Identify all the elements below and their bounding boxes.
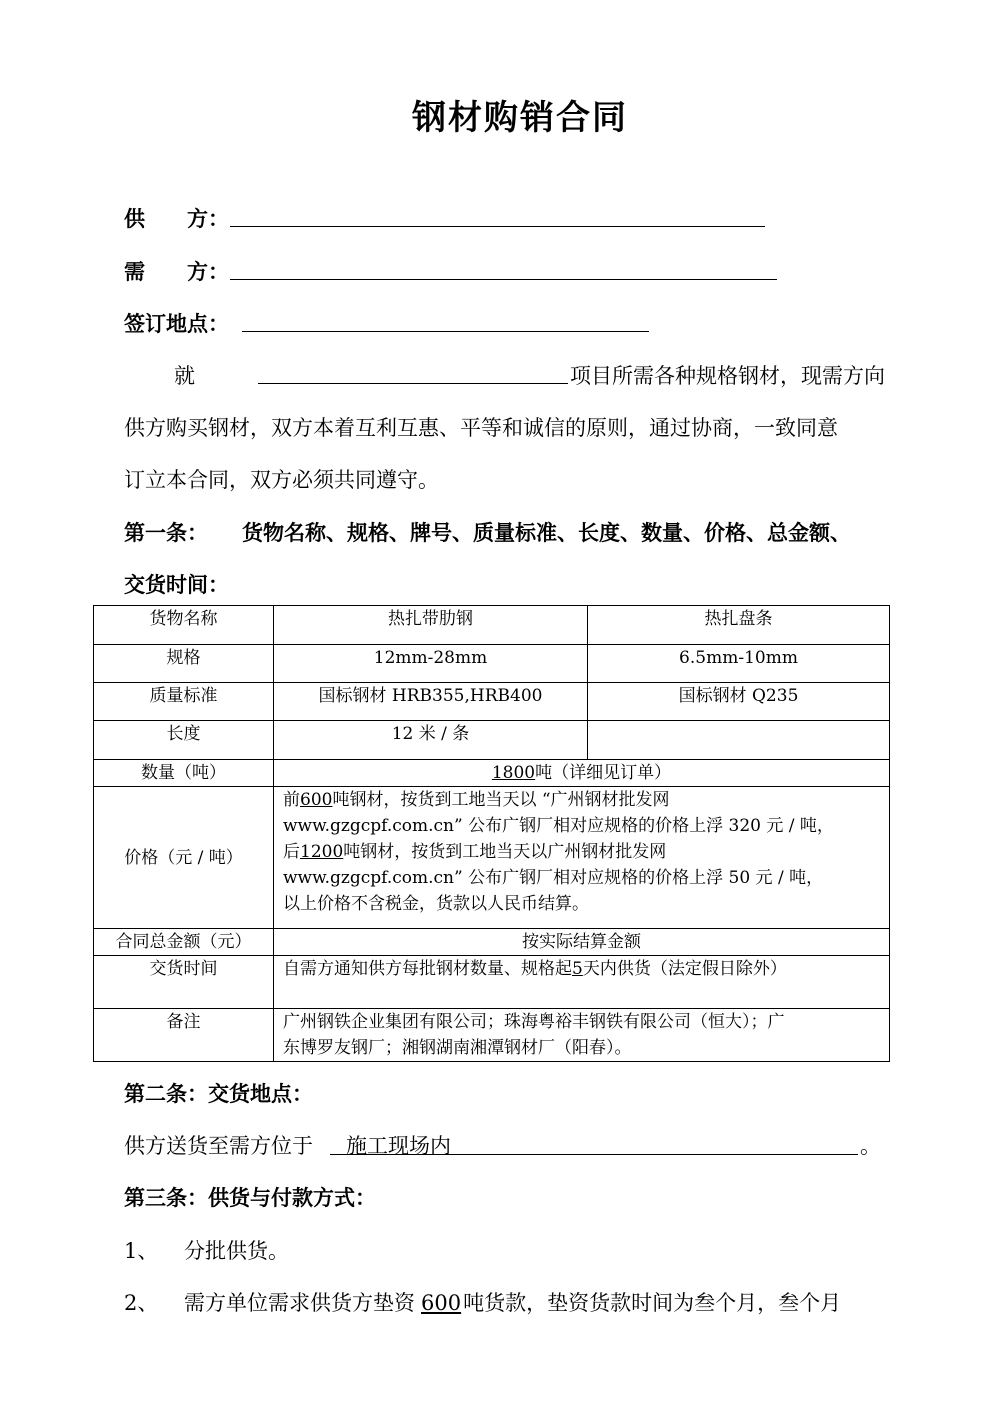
article1-heading: 货物名称、规格、牌号、质量标准、长度、数量、价格、总金额、 <box>242 520 851 545</box>
signing-place-field[interactable] <box>242 305 649 332</box>
article1-heading-cont: 交货时间： <box>124 572 229 597</box>
table-row <box>94 1009 890 1062</box>
supplier-label: 供 方： <box>124 206 229 231</box>
supplier-field[interactable] <box>230 200 765 227</box>
table-row <box>94 787 890 929</box>
price-line-3: 后1200吨钢材，按货到工地当天以广州钢材批发网 <box>283 842 667 862</box>
length-1: 12 米 / 条 <box>274 721 588 760</box>
length-2 <box>588 721 890 760</box>
quality-1: 国标钢材 HRB355,HRB400 <box>274 683 588 721</box>
item2-text: 需方单位需求供货方垫资 600吨货款，垫资货款时间为叁个月，叁个月 <box>184 1291 842 1315</box>
total-amount-value: 按实际结算金额 <box>274 929 890 956</box>
quantity-text: 吨（详细见订单） <box>535 763 672 783</box>
spec-label: 规格 <box>94 645 274 683</box>
article1-number: 第一条： <box>124 520 208 545</box>
price-line-1: 前600吨钢材，按货到工地当天以 “广州钢材批发网 <box>283 790 670 810</box>
spec-2: 6.5mm-10mm <box>588 645 890 683</box>
remark-line-1: 广州钢铁企业集团有限公司；珠海粤裕丰钢铁有限公司（恒大）；广 <box>283 1012 785 1032</box>
item1-text: 分批供货。 <box>184 1239 289 1263</box>
table-row <box>94 760 890 787</box>
quantity-label: 数量（吨） <box>94 760 274 787</box>
delivery-time-value: 自需方通知供方每批钢材数量、规格起5天内供货（法定假日除外） <box>274 956 890 1009</box>
quality-label: 质量标准 <box>94 683 274 721</box>
quantity-number: 1800 <box>491 763 536 783</box>
buyer-field[interactable] <box>230 253 777 280</box>
quality-2: 国标钢材 Q235 <box>588 683 890 721</box>
table-row <box>94 606 890 645</box>
delivery-days: 5 <box>572 959 583 979</box>
document-title: 钢材购销合同 <box>412 98 628 138</box>
item1-number: 1、 <box>124 1239 159 1263</box>
intro-line2: 供方购买钢材，双方本着互利互惠、平等和诚信的原则，通过协商，一致同意 <box>124 416 838 440</box>
table-row <box>94 645 890 683</box>
buyer-label: 需 方： <box>124 259 229 284</box>
price-line-5: 以上价格不含税金，货款以人民币结算。 <box>283 894 589 914</box>
table-row <box>94 721 890 760</box>
article3-heading: 第三条：供货与付款方式： <box>124 1185 376 1210</box>
total-amount-label: 合同总金额（元） <box>94 929 274 956</box>
item2-number: 2、 <box>124 1291 159 1315</box>
article2-text: 供方送货至需方位于 <box>124 1134 313 1158</box>
intro-line3: 订立本合同，双方必须共同遵守。 <box>124 468 439 492</box>
table-row <box>94 683 890 721</box>
intro-prefix: 就 <box>174 364 195 388</box>
remark-value <box>274 1009 890 1062</box>
signing-place-label: 签订地点： <box>124 311 229 336</box>
length-label: 长度 <box>94 721 274 760</box>
delivery-place-value: 施工现场内 <box>346 1134 451 1158</box>
article2-period: 。 <box>860 1134 881 1158</box>
project-name-field[interactable] <box>258 357 568 384</box>
price-line-2: www.gzgcpf.com.cn” 公布广钢厂相对应规格的价格上浮 320 元 / 吨， <box>283 816 834 836</box>
spec-1: 12mm-28mm <box>274 645 588 683</box>
article2-heading: 第二条：交货地点： <box>124 1081 313 1106</box>
goods-name-1: 热扎带肋钢 <box>274 606 588 645</box>
price-line-4: www.gzgcpf.com.cn” 公布广钢厂相对应规格的价格上浮 50 元 / 吨， <box>283 868 824 888</box>
advance-tonnage: 600 <box>421 1291 462 1315</box>
remark-label: 备注 <box>94 1009 274 1062</box>
table-row <box>94 956 890 1009</box>
delivery-time-label: 交货时间 <box>94 956 274 1009</box>
goods-name-2: 热扎盘条 <box>588 606 890 645</box>
price-value <box>274 787 890 929</box>
remark-line-2: 东博罗友钢厂；湘钢湖南湘潭钢材厂（阳春）。 <box>283 1038 632 1058</box>
table-row <box>94 929 890 956</box>
price-qty-2: 1200 <box>300 842 344 862</box>
price-qty-1: 600 <box>300 790 333 810</box>
price-label: 价格（元 / 吨） <box>94 787 274 929</box>
goods-name-label: 货物名称 <box>94 606 274 645</box>
goods-table <box>93 605 890 1062</box>
quantity-value <box>274 760 890 787</box>
intro-line1-suffix: 项目所需各种规格钢材，现需方向 <box>570 364 885 388</box>
